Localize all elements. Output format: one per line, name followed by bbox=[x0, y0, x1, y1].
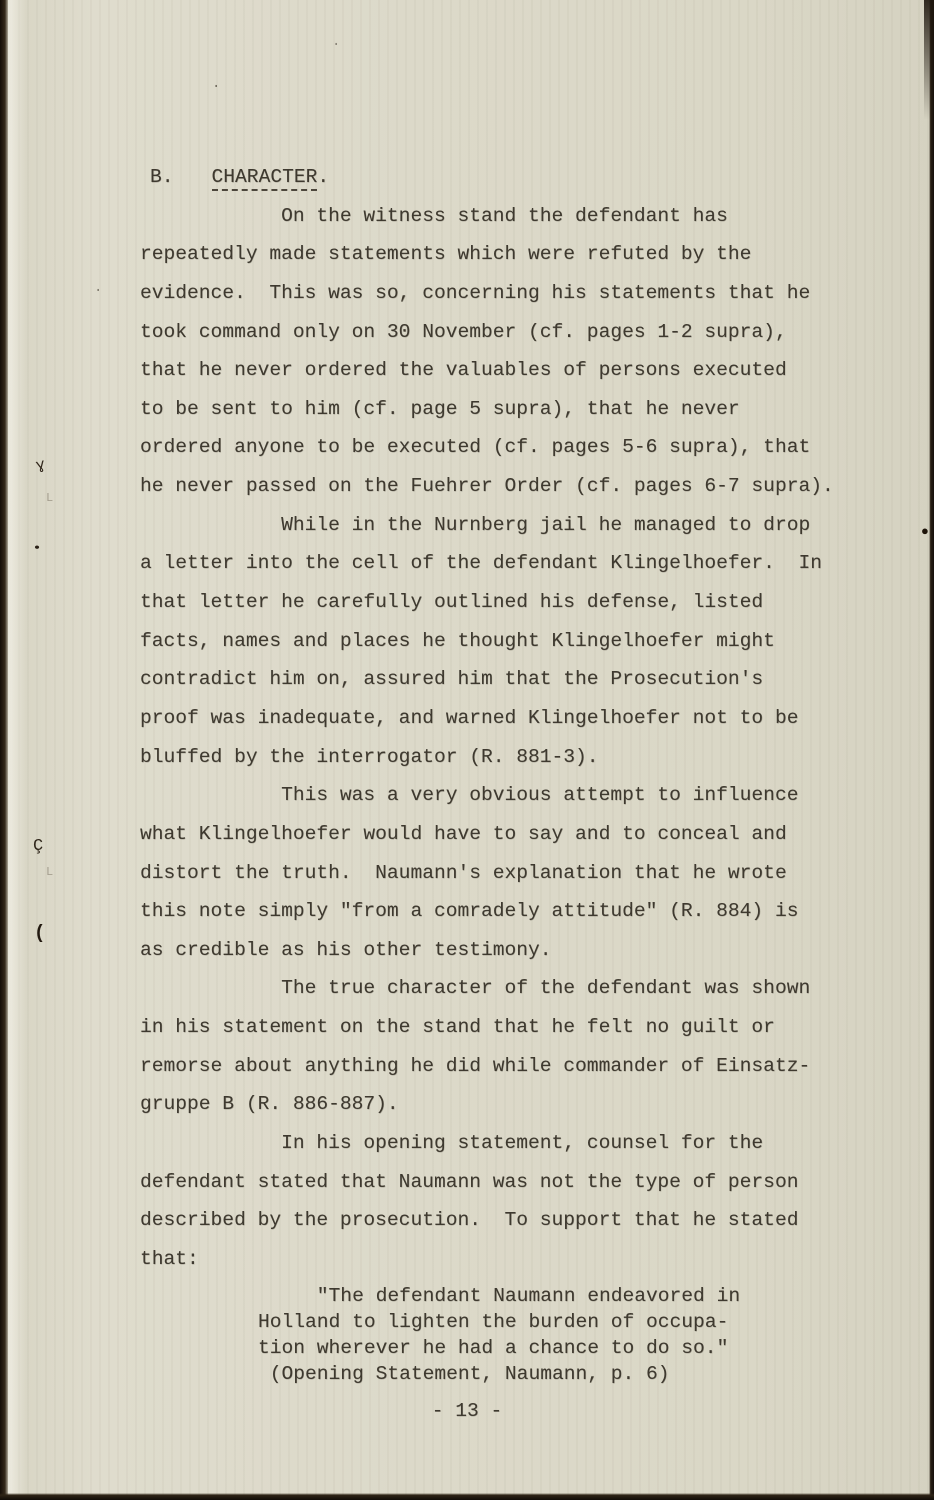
paper-speck-icon: · bbox=[332, 37, 341, 53]
text-line: took command only on 30 November (cf. pages 1-2 supra), bbox=[140, 320, 787, 343]
ink-mark-check-icon: ɣ bbox=[34, 456, 47, 475]
text-line: While in the Nurnberg jail he managed to drop bbox=[140, 513, 811, 536]
text-line: The true character of the defendant was shown bbox=[140, 977, 811, 1000]
text-line: he never passed on the Fuehrer Order (cf. pages 6-7 supra). bbox=[140, 475, 834, 498]
paragraph-2 bbox=[140, 506, 840, 776]
text-line: what Klingelhoefer would have to say and to conceal and bbox=[140, 822, 787, 845]
paragraph-3 bbox=[140, 776, 840, 969]
page-top-right-corner-shadow bbox=[924, 0, 934, 120]
text-line: that letter he carefully outlined his defense, listed bbox=[140, 591, 764, 614]
paper-speck-icon: · bbox=[212, 79, 221, 95]
ink-mark-blot-icon: • bbox=[29, 541, 44, 557]
text-line: proof was inadequate, and warned Klingelhoefer not to be bbox=[140, 706, 799, 729]
text-line: On the witness stand the defendant has bbox=[140, 204, 728, 227]
text-line: tion wherever he had a chance to do so." bbox=[258, 1336, 729, 1359]
block-quote-citation: (Opening Statement, Naumann, p. 6) bbox=[258, 1362, 670, 1385]
text-line: in his statement on the stand that he felt no guilt or bbox=[140, 1016, 775, 1039]
text-line: a letter into the cell of the defendant Klingelhoefer. In bbox=[140, 552, 822, 575]
text-line: bluffed by the interrogator (R. 881-3). bbox=[140, 745, 599, 768]
ink-blob-right-edge-icon: ● bbox=[921, 524, 929, 539]
text-line: evidence. This was so, concerning his statements that he bbox=[140, 281, 811, 304]
paper-speck-icon: · bbox=[94, 283, 103, 299]
text-line: described by the prosecution. To support that he stated bbox=[140, 1209, 799, 1232]
paragraph-5 bbox=[140, 1124, 840, 1279]
text-line: to be sent to him (cf. page 5 supra), that he never bbox=[140, 397, 740, 420]
section-heading bbox=[140, 158, 840, 197]
ink-mark-c-curve-icon: Ç bbox=[33, 837, 44, 856]
text-line: "The defendant Naumann endeavored in bbox=[258, 1284, 741, 1307]
text-line: remorse about anything he did while commander of Einsatz- bbox=[140, 1054, 811, 1077]
text-line: ordered anyone to be executed (cf. pages 5-6 supra), that bbox=[140, 436, 811, 459]
block-quote bbox=[258, 1283, 840, 1387]
block-quote-lines bbox=[258, 1283, 840, 1361]
faint-pencil-mark-icon: L bbox=[46, 865, 54, 879]
section-index: B. bbox=[150, 166, 174, 188]
text-line: repeatedly made statements which were refuted by the bbox=[140, 243, 752, 266]
text-line: contradict him on, assured him that the Prosecution's bbox=[140, 668, 764, 691]
page-number: - 13 - bbox=[431, 1400, 503, 1422]
page-left-light-band bbox=[8, 0, 26, 1500]
ink-mark-paren-icon: ( bbox=[34, 922, 46, 944]
text-line: that: bbox=[140, 1247, 199, 1270]
text-line: This was a very obvious attempt to influence bbox=[140, 784, 799, 807]
text-line: that he never ordered the valuables of persons executed bbox=[140, 359, 787, 382]
text-line: defendant stated that Naumann was not the type of person bbox=[140, 1170, 799, 1193]
page-bottom-edge-shadow bbox=[0, 1493, 934, 1500]
faint-pencil-mark-icon: L bbox=[46, 491, 54, 505]
text-line: this note simply "from a comradely attitude" (R. 884) is bbox=[140, 900, 799, 923]
text-line: as credible as his other testimony. bbox=[140, 938, 552, 961]
paragraph-4 bbox=[140, 969, 840, 1124]
section-title-period: . bbox=[317, 166, 330, 188]
text-line: distort the truth. Naumann's explanation that he wrote bbox=[140, 861, 787, 884]
typewritten-text-block bbox=[140, 158, 840, 1387]
text-line: Holland to lighten the burden of occupa- bbox=[258, 1310, 729, 1333]
text-line: facts, names and places he thought Klingelhoefer might bbox=[140, 629, 775, 652]
section-title: CHARACTER bbox=[212, 166, 318, 191]
text-line: gruppe B (R. 886-887). bbox=[140, 1093, 399, 1116]
text-line: In his opening statement, counsel for the bbox=[140, 1132, 764, 1155]
page-right-edge-shadow bbox=[929, 0, 934, 1500]
paragraph-1 bbox=[140, 197, 840, 506]
